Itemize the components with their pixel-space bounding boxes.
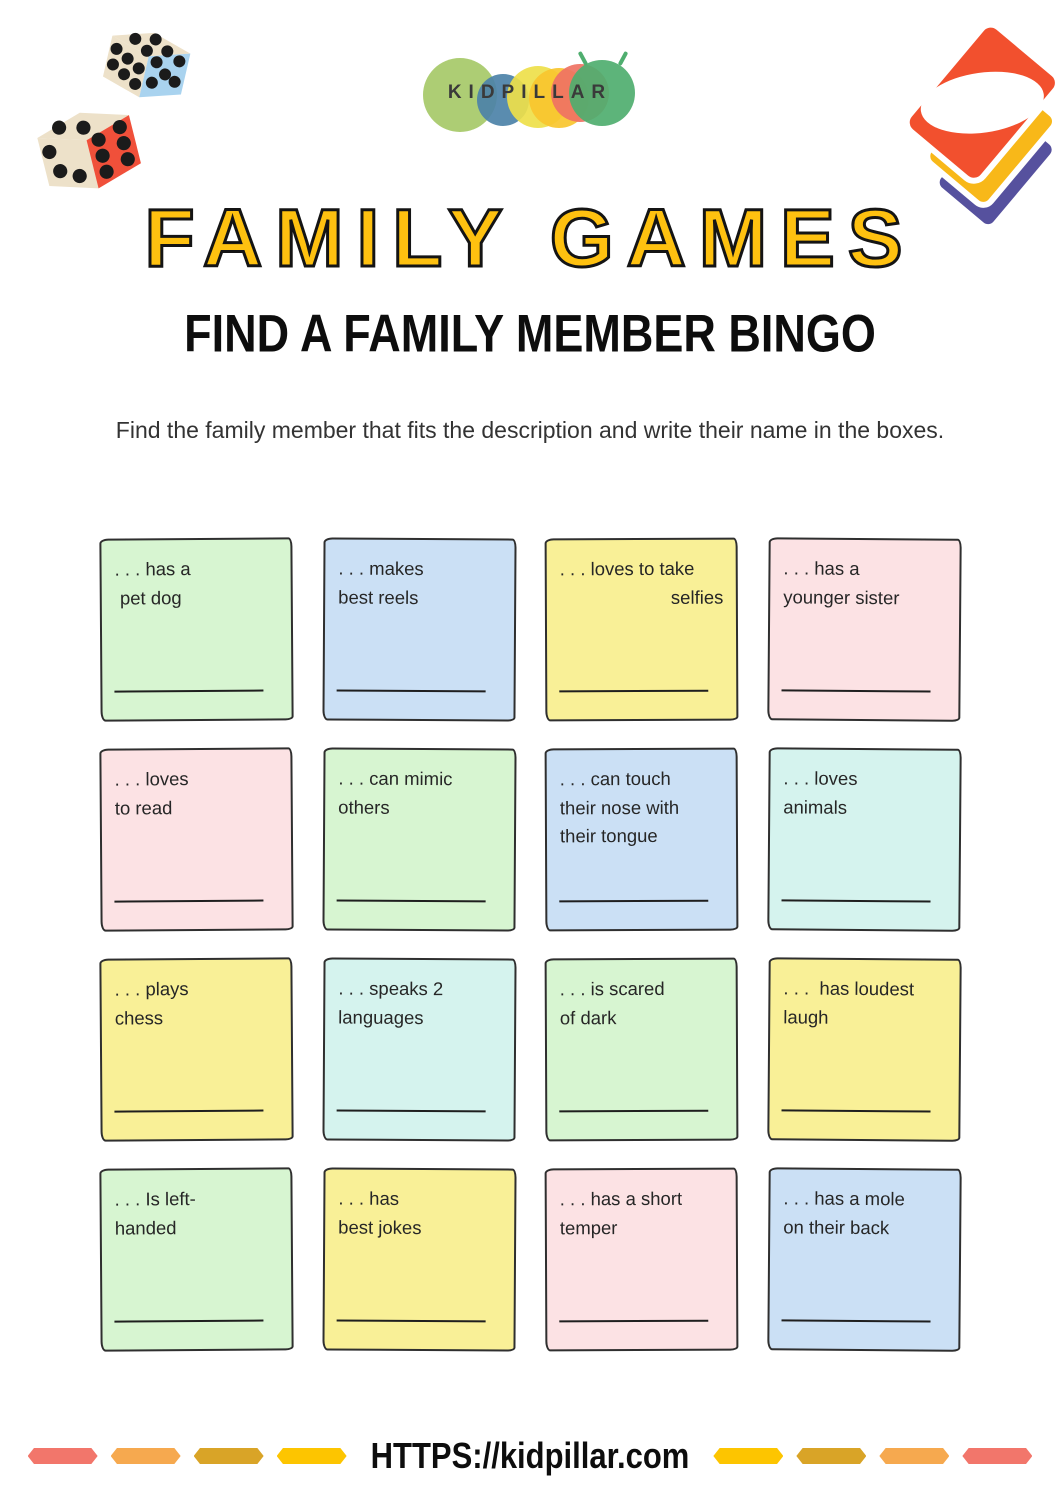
card-text [338,975,502,1033]
card-text [338,765,502,823]
card-prompt-line: laugh [782,1006,829,1028]
card-prompt-line: . . . can touch [559,767,671,790]
bingo-card [545,958,738,1142]
page-subtitle: FIND A FAMILY MEMBER BINGO [184,303,876,364]
name-write-line [114,1320,263,1323]
card-prompt-line: . . . loves [114,768,189,790]
bingo-card [99,1167,293,1351]
footer [0,1436,1060,1476]
card-prompt-line: . . . has [337,1187,399,1209]
card-prompt-line: temper [559,1216,618,1239]
card-text [338,1185,502,1243]
bingo-card [322,537,516,721]
bingo-card [767,537,961,722]
footer-dash [879,1448,949,1464]
instructions-text: Find the family member that fits the description and write their name in the boxes. [115,417,945,443]
card-prompt-line: animals [782,796,847,818]
card-prompt-line: selfies [670,586,724,608]
bingo-card [767,1167,961,1352]
card-prompt-line: . . . can mimic [337,767,453,790]
card-prompt-line: pet dog [114,586,182,609]
card-prompt-line: younger sister [782,586,900,608]
card-prompt-line: . . . has a short [559,1187,683,1210]
name-write-line [336,689,485,692]
name-write-line [559,1320,708,1323]
card-text [560,555,724,613]
bingo-card [99,747,293,931]
footer-dash [277,1448,347,1464]
card-prompt-line: chess [114,1006,164,1029]
card-text [114,554,278,612]
card-prompt-line: . . . has a [782,557,860,579]
dice-illustration [0,0,230,214]
logo-antenna-right-icon [618,51,629,66]
name-write-line [781,689,930,692]
footer-dashes-right [713,1448,1032,1464]
card-text [114,764,278,822]
footer-dash [28,1448,98,1464]
bingo-card [99,537,293,721]
card-prompt-line: languages [337,1006,424,1028]
card-text [783,974,947,1033]
card-prompt-line: . . . Is left- [114,1188,196,1210]
bingo-card [767,957,961,1142]
bingo-card [545,538,738,722]
bingo-card [322,1167,516,1351]
footer-dash [194,1448,264,1464]
footer-dash [962,1448,1032,1464]
bingo-card [545,748,738,932]
card-prompt-line: on their back [782,1216,889,1238]
bingo-card [545,1168,738,1352]
name-write-line [336,899,485,902]
card-prompt-line: best jokes [337,1216,422,1238]
die-top-right [100,24,193,106]
card-prompt-line: . . . speaks 2 [337,977,443,1000]
footer-dash [796,1448,866,1464]
card-prompt-line: their nose with [559,796,680,819]
name-write-line [559,690,708,693]
card-text [338,555,502,613]
card-text [560,975,724,1033]
bingo-card [322,957,516,1141]
card-prompt-line: of dark [559,1006,617,1029]
name-write-line [336,1109,485,1112]
kidpillar-logo [423,50,637,130]
name-write-line [114,1110,263,1113]
card-text [783,554,947,613]
footer-dash [111,1448,181,1464]
card-text [114,974,278,1032]
card-prompt-line: best reels [337,586,418,608]
card-prompt-line: . . . makes [337,557,424,580]
bingo-card [322,747,516,931]
footer-url: HTTPS://kidpillar.com [370,1434,690,1477]
card-prompt-line: . . . has a [114,558,191,580]
card-text [560,765,724,852]
bingo-card [767,747,961,932]
card-text [560,1185,724,1243]
name-write-line [781,1109,930,1112]
card-prompt-line: . . . plays [114,978,189,1000]
card-prompt-line: . . . has a mole [782,1187,905,1210]
name-write-line [559,900,708,903]
card-text [783,764,947,823]
card-prompt-line: . . . loves to take [559,557,695,580]
page-title: FAMILY GAMES [144,193,916,284]
card-prompt-line: others [337,796,390,818]
footer-dashes-left [28,1448,347,1464]
name-write-line [336,1319,485,1322]
name-write-line [114,690,263,693]
bingo-card [99,957,293,1141]
name-write-line [559,1110,708,1113]
name-write-line [781,899,930,902]
card-text [114,1184,278,1242]
name-write-line [781,1319,930,1322]
card-prompt-line: handed [114,1216,177,1239]
card-text [783,1184,947,1243]
card-prompt-line: . . . is scared [559,977,665,1000]
bingo-grid [100,538,960,1351]
logo-wordmark: KIDPILLAR [447,82,613,103]
card-prompt-line: to read [114,796,173,819]
card-prompt-line: . . . loves [782,767,858,789]
card-prompt-line: their tongue [559,825,658,847]
card-prompt-line: . . . has loudest [782,977,914,1000]
die-bottom-left [34,101,144,199]
footer-dash [713,1448,783,1464]
name-write-line [114,900,263,903]
